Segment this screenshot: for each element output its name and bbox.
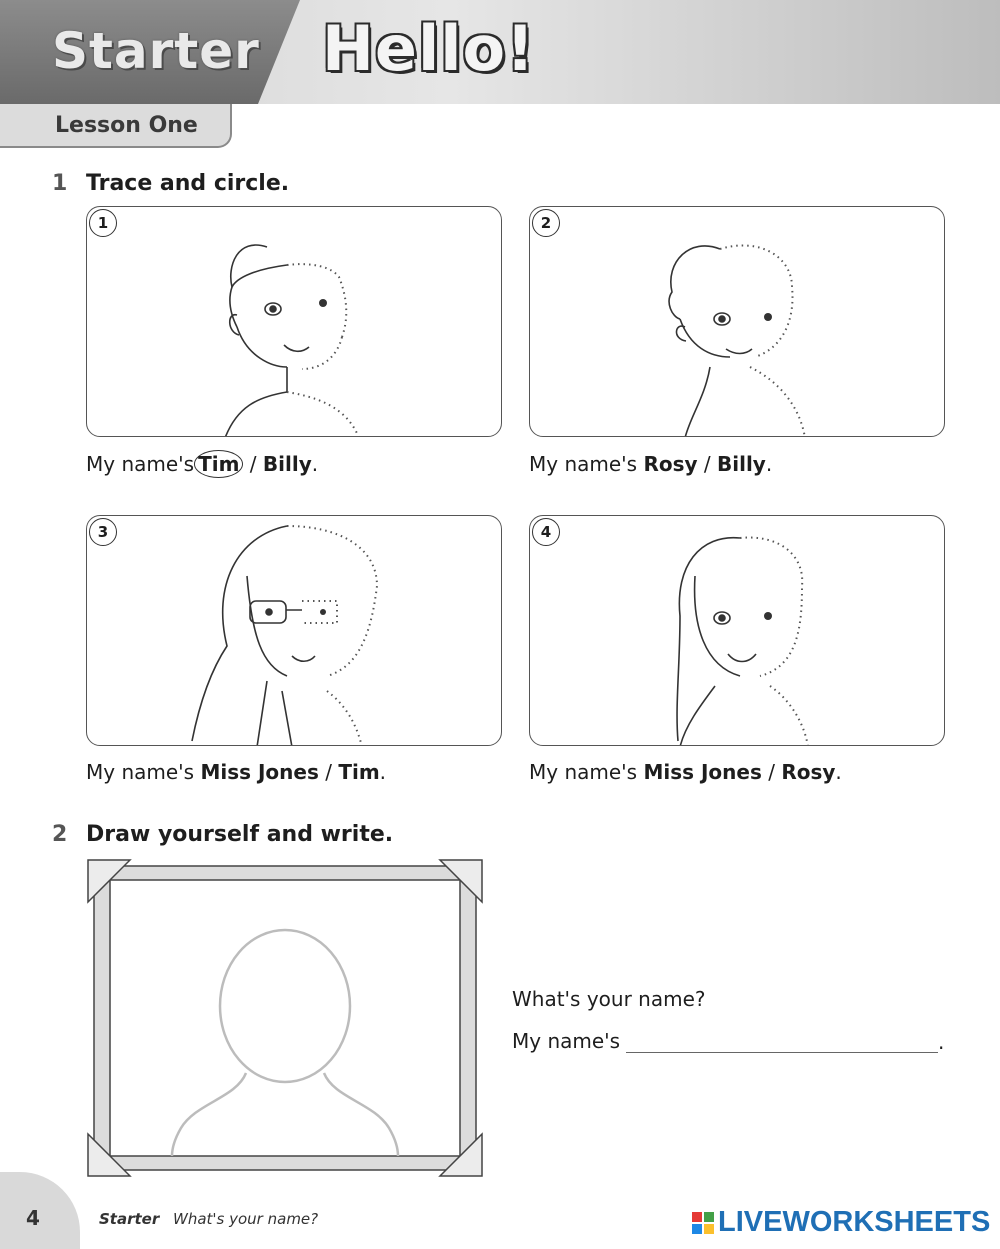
sentence-prefix: My name's (529, 760, 644, 784)
picture-panel-4 (529, 515, 945, 746)
sentence-end: . (835, 760, 842, 784)
sentence-end: . (379, 760, 387, 784)
photo-frame-drawing-area[interactable] (86, 858, 484, 1178)
footer-page-tab (0, 1172, 80, 1249)
separator: / (318, 760, 339, 784)
picture-panel-1 (86, 206, 502, 437)
sentence-1 (86, 452, 318, 476)
exercise-2-number: 2 (52, 822, 68, 847)
answer-end: . (938, 1030, 945, 1054)
footer-unit: Starter (99, 1210, 160, 1228)
option-b[interactable]: Billy (262, 452, 312, 476)
separator: / (697, 452, 717, 476)
page-number: 4 (26, 1206, 40, 1230)
option-b[interactable]: Tim (338, 760, 380, 784)
girl-rosy-drawing (530, 516, 945, 746)
exercise-2-title: Draw yourself and write. (86, 822, 394, 847)
sentence-end: . (765, 452, 773, 476)
separator: / (243, 452, 263, 476)
option-a[interactable]: Miss Jones (200, 760, 319, 784)
unit-name: Starter (52, 22, 260, 80)
option-b[interactable]: Billy (717, 452, 766, 476)
answer-prefix: My name's (512, 1029, 621, 1053)
option-a[interactable]: Miss Jones (643, 760, 762, 784)
circled-answer (194, 450, 243, 478)
sentence-prefix: My name's (86, 760, 201, 784)
question-text: What's your name? (512, 987, 706, 1011)
exercise-1-title: Trace and circle. (86, 171, 290, 196)
miss-jones-drawing (87, 516, 502, 746)
exercise-1-number: 1 (52, 171, 68, 196)
separator: / (761, 760, 782, 784)
option-b[interactable]: Rosy (781, 760, 836, 784)
unit-title: Hello! (322, 12, 536, 85)
picture-panel-2 (529, 206, 945, 437)
sentence-prefix: My name's (86, 452, 195, 476)
boy-tim-drawing (87, 207, 502, 437)
footer-lesson: What's your name? (173, 1210, 319, 1228)
panel-number: 3 (89, 518, 117, 546)
name-answer-line[interactable] (626, 1052, 938, 1053)
brand-logo-icon (692, 1212, 714, 1234)
option-a[interactable]: Rosy (643, 452, 698, 476)
panel-number: 1 (89, 209, 117, 237)
panel-number: 2 (532, 209, 560, 237)
boy-billy-drawing (530, 207, 945, 437)
sentence-prefix: My name's (529, 452, 644, 476)
sentence-2 (529, 452, 772, 476)
sentence-4 (529, 760, 842, 784)
sentence-end: . (311, 452, 319, 476)
sentence-3 (86, 760, 386, 784)
lesson-label: Lesson One (55, 113, 198, 138)
picture-panel-3 (86, 515, 502, 746)
liveworksheets-logo[interactable] (692, 1206, 990, 1239)
brand-name: LIVEWORKSHEETS (718, 1206, 991, 1238)
panel-number: 4 (532, 518, 560, 546)
option-a[interactable]: Tim (198, 452, 240, 476)
